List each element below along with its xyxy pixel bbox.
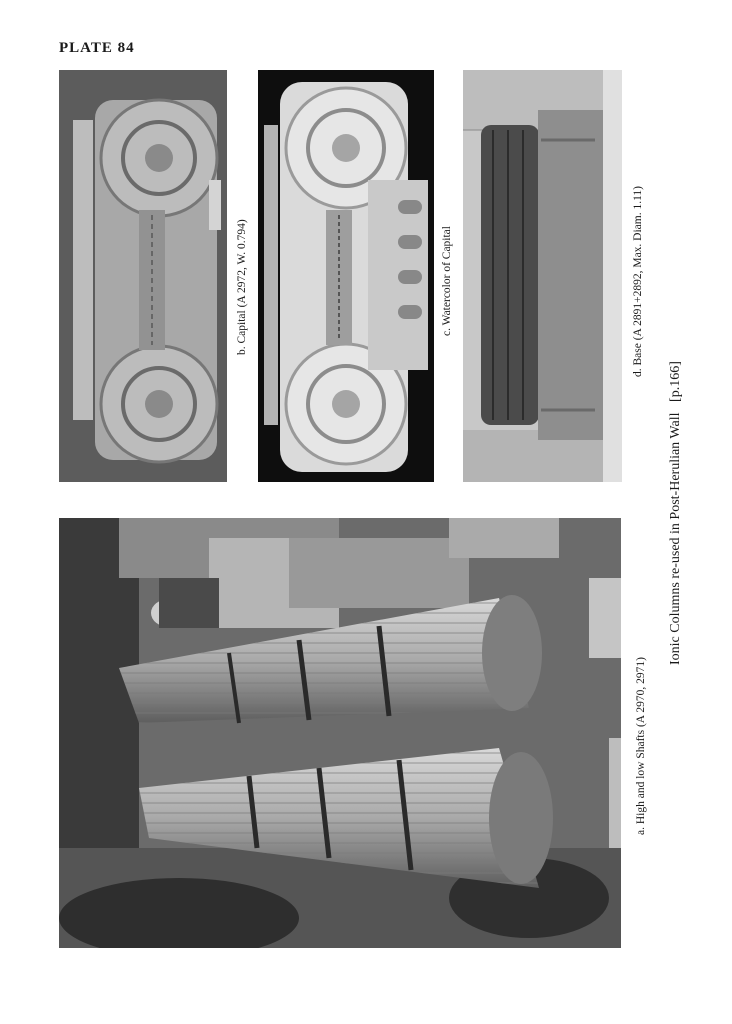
plate-title: PLATE 84 [59, 40, 135, 56]
photo-shafts [59, 518, 621, 948]
photo-watercolor [258, 70, 434, 482]
caption-c: c. Watercolor of Capital [441, 226, 453, 336]
caption-b: b. Capital (A 2972, W. 0.794) [236, 219, 248, 355]
page-reference: [p.166] [668, 361, 683, 402]
main-caption [668, 361, 684, 665]
main-caption-text: Ionic Columns re-used in Post-Herulian Wall [668, 412, 683, 665]
photo-capital [59, 70, 227, 482]
caption-d: d. Base (A 2891+2892, Max. Diam. 1.11) [632, 186, 644, 377]
caption-a: a. High and low Shafts (A 2970, 2971) [635, 657, 647, 835]
photo-base [463, 70, 622, 482]
